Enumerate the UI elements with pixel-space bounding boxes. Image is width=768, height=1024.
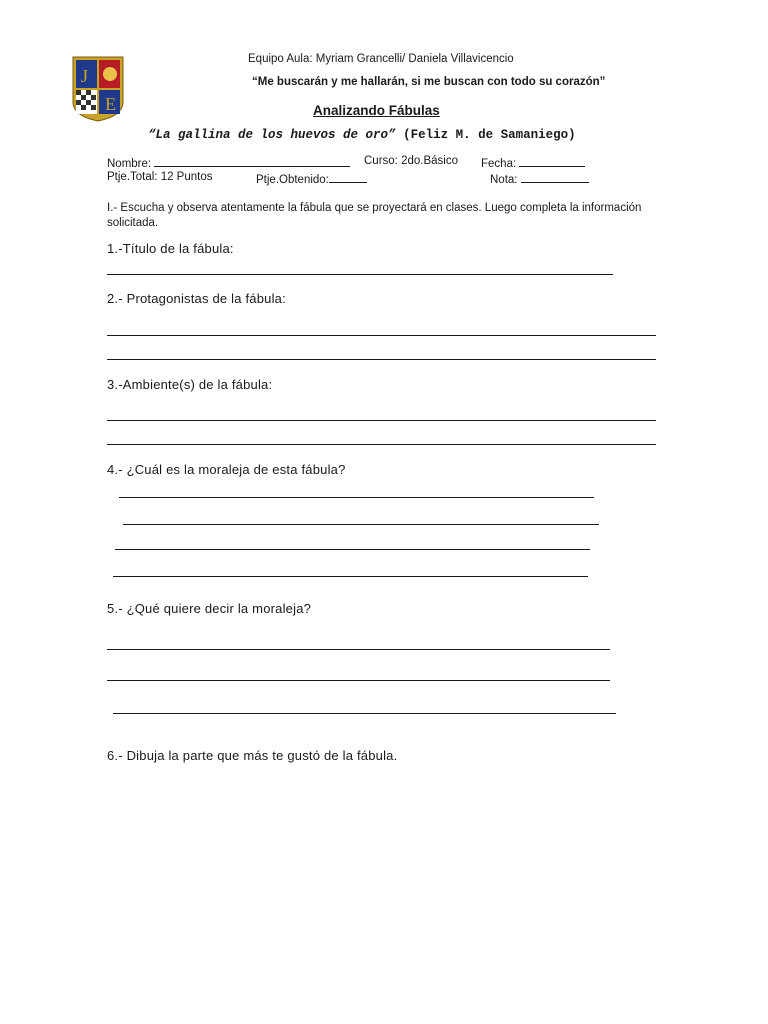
- school-crest-icon: [72, 56, 124, 122]
- question-4: 4.- ¿Cuál es la moraleja de esta fábula?: [107, 462, 346, 477]
- fecha-label: Fecha:: [481, 158, 520, 170]
- answer-line-4b[interactable]: [123, 524, 599, 525]
- nota-field: [490, 171, 589, 186]
- nota-blank[interactable]: [521, 171, 589, 183]
- answer-line-2a[interactable]: [107, 335, 656, 336]
- page-title: Analizando Fábulas: [313, 103, 440, 118]
- answer-line-1a[interactable]: [107, 274, 613, 275]
- team-credit: Equipo Aula: Myriam Grancelli/ Daniela Villavicencio: [248, 53, 514, 65]
- nombre-blank[interactable]: [154, 155, 350, 167]
- answer-line-3b[interactable]: [107, 444, 656, 445]
- nombre-label: Nombre:: [107, 158, 155, 170]
- nombre-field: [107, 155, 350, 170]
- fable-author: (Feliz M. de Samaniego): [403, 128, 576, 142]
- question-5: 5.- ¿Qué quiere decir la moraleja?: [107, 601, 312, 616]
- fable-subtitle: [148, 128, 576, 142]
- question-3: 3.-Ambiente(s) de la fábula:: [107, 377, 273, 392]
- drawing-area[interactable]: [107, 775, 656, 1005]
- ptje-obtenido-field: [256, 171, 367, 186]
- fable-title: “La gallina de los huevos de oro”: [148, 128, 396, 142]
- ptje-obtenido-label: Ptje.Obtenido:: [256, 174, 329, 186]
- answer-line-4d[interactable]: [113, 576, 588, 577]
- question-1: 1.-Título de la fábula:: [107, 241, 234, 256]
- curso-text: Curso: 2do.Básico: [364, 155, 458, 167]
- ptje-total-text: Ptje.Total: 12 Puntos: [107, 171, 213, 183]
- answer-line-5a[interactable]: [107, 649, 610, 650]
- svg-text:E: E: [105, 94, 116, 114]
- question-6: 6.- Dibuja la parte que más te gustó de la fábula.: [107, 748, 398, 763]
- fecha-blank[interactable]: [519, 155, 585, 167]
- answer-line-3a[interactable]: [107, 420, 656, 421]
- answer-line-4c[interactable]: [115, 549, 590, 550]
- answer-line-5b[interactable]: [107, 680, 610, 681]
- ptje-obtenido-blank[interactable]: [329, 171, 367, 183]
- motto-quote: “Me buscarán y me hallarán, si me buscan con todo su corazón”: [252, 76, 606, 88]
- instructions: I.- Escucha y observa atentamente la fábula que se proyectará en clases. Luego completa la información solicitada.: [107, 202, 642, 229]
- answer-line-4a[interactable]: [119, 497, 594, 498]
- answer-line-5c[interactable]: [113, 713, 616, 714]
- fecha-field: [481, 155, 585, 170]
- answer-line-2b[interactable]: [107, 359, 656, 360]
- nota-label: Nota:: [490, 174, 521, 186]
- question-2: 2.- Protagonistas de la fábula:: [107, 291, 286, 306]
- svg-text:J: J: [81, 66, 89, 86]
